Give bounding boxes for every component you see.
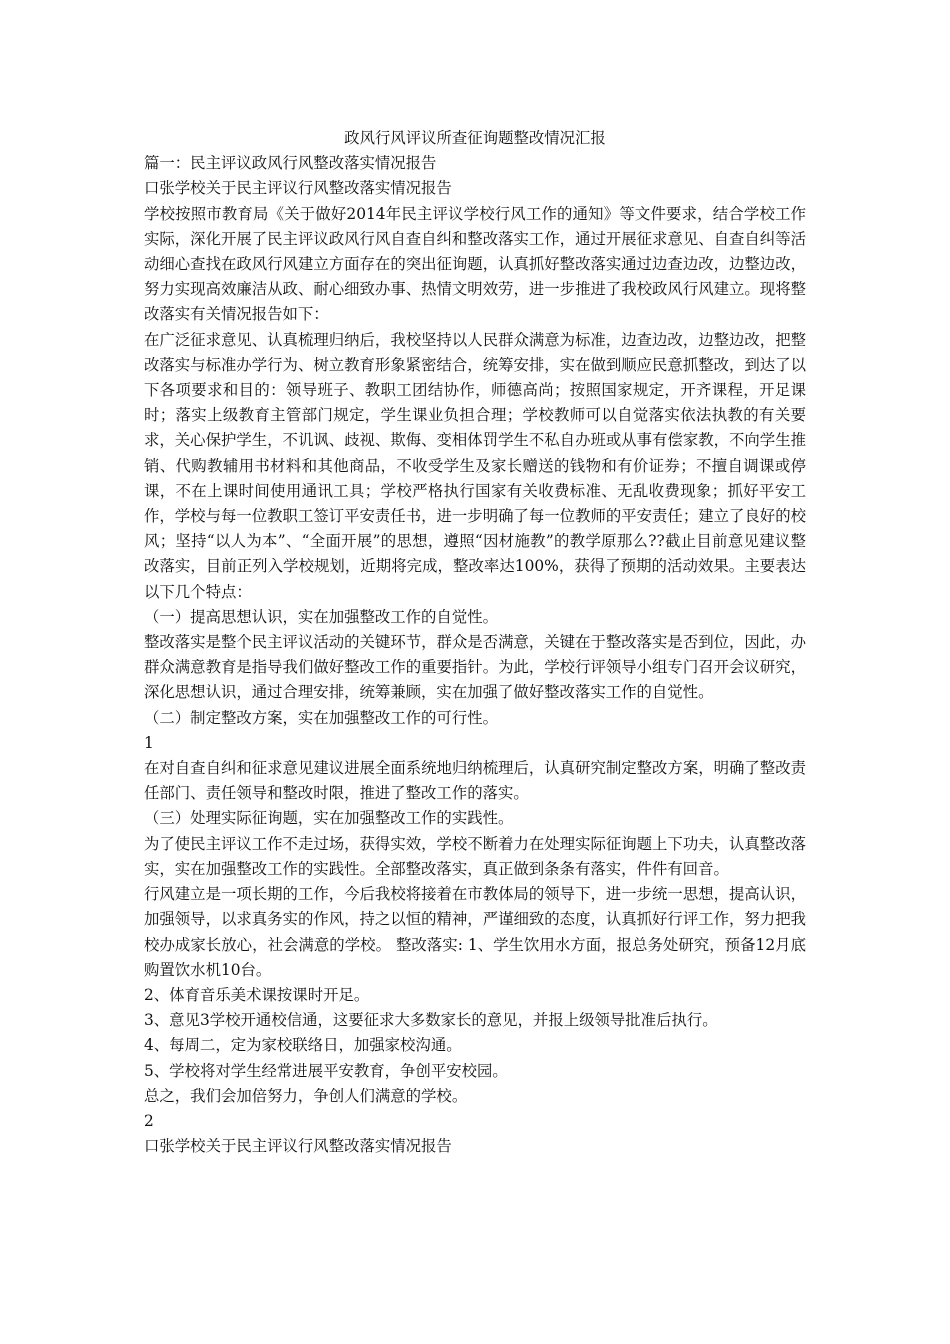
- list-item: 2、体育音乐美术课按课时开足。: [144, 985, 370, 1004]
- subheading-2: （二）制定整改方案，实在加强整改工作的可行性。: [144, 708, 498, 727]
- page-number: 1: [144, 733, 154, 752]
- closing-paragraph: 总之，我们会加倍努力，争创人们满意的学校。: [144, 1086, 468, 1105]
- body-paragraph: 行风建立是一项长期的工作，今后我校将接着在市教体局的领导下，进一步统一思想，提高认识，加强领导，以求真务实的作风，持之以恒的精神，严谨细致的态度，认真抓好行评工作，努力把我校办成家长放心，社会满意的学校。 整改落实: 1、学生饮用水方面，报总务处研究，预备12月底购置饮水机10台。: [144, 885, 806, 979]
- body-paragraph: 为了使民主评议工作不走过场，获得实效，学校不断着力在处理实际征询题上下功夫，认真整改落实，实在加强整改工作的实践性。全部整改落实，真正做到条条有落实，件件有回音。: [144, 834, 806, 878]
- list-item: 4、每周二，定为家校联络日，加强家校沟通。: [144, 1036, 462, 1055]
- document-page: [144, 126, 806, 1159]
- body-paragraph: 整改落实是整个民主评议活动的关键环节，群众是否满意，关键在于整改落实是否到位，因此，办群众满意教育是指导我们做好整改工作的重要指针。为此，学校行评领导小组专门召开会议研究，深化思想认识，通过合理安排，统筹兼顾，实在加强了做好整改落实工作的自觉性。: [144, 633, 806, 702]
- subheading-1: （一）提高思想认识，实在加强整改工作的自觉性。: [144, 607, 498, 626]
- document-title: 政风行风评议所查征询题整改情况汇报: [344, 129, 606, 147]
- report-heading: 口张学校关于民主评议行风整改落实情况报告: [144, 179, 452, 198]
- intro-paragraph: 学校按照市教育局《关于做好2014年民主评议学校行风工作的通知》等文件要求，结合学校工作实际，深化开展了民主评议政风行风自查自纠和整改落实工作，通过开展征求意见、自查自纠等活动细心查找在政风行风建立方面存在的突出征询题，认真抓好整改落实通过边查边改，边整边改，努力实现高效廉洁从政、耐心细致办事、热情文明效劳，进一步推进了我校政风行风建立。现将整改落实有关情况报告如下：: [144, 204, 806, 324]
- section-heading: 篇一：民主评议政风行风整改落实情况报告: [144, 154, 437, 173]
- report-heading: 口张学校关于民主评议行风整改落实情况报告: [144, 1137, 452, 1156]
- body-paragraph: 在对自查自纠和征求意见建议进展全面系统地归纳梳理后，认真研究制定整改方案，明确了整改责任部门、责任领导和整改时限，推进了整改工作的落实。: [144, 759, 806, 803]
- list-item: 3、意见3学校开通校信通，这要征求大多数家长的意见，并报上级领导批准后执行。: [144, 1011, 718, 1030]
- body-paragraph: 在广泛征求意见、认真梳理归纳后，我校坚持以人民群众满意为标准，边查边改，边整边改，把整改落实与标准办学行为、树立教育形象紧密结合，统筹安排，实在做到顺应民意抓整改，到达了以下各项要求和目的：领导班子、教职工团结协作，师德高尚；按照国家规定，开齐课程，开足课时；落实上级教育主管部门规定，学生课业负担合理；学校教师可以自觉落实依法执教的有关要求，关心保护学生，不讥讽、歧视、欺侮、变相体罚学生不私自办班或从事有偿家教，不向学生推销、代购教辅用书材料和其他商品，不收受学生及家长赠送的钱物和有价证券；不擅自调课或停课，不在上课时间使用通讯工具；学校严格执行国家有关收费标准、无乱收费现象；抓好平安工作，学校与每一位教职工签订平安责任书，进一步明确了每一位教师的平安责任；建立了良好的校风；坚持“以人为本”、“全面开展”的思想，遵照“因材施教”的教学原那么??截止目前意见建议整改落实，目前正列入学校规划，近期将完成，整改率达100%，获得了预期的活动效果。主要表达以下几个特点：: [144, 330, 806, 601]
- list-item: 5、学校将对学生经常进展平安教育，争创平安校园。: [144, 1061, 508, 1080]
- page-number: 2: [144, 1111, 154, 1130]
- subheading-3: （三）处理实际征询题，实在加强整改工作的实践性。: [144, 809, 514, 828]
